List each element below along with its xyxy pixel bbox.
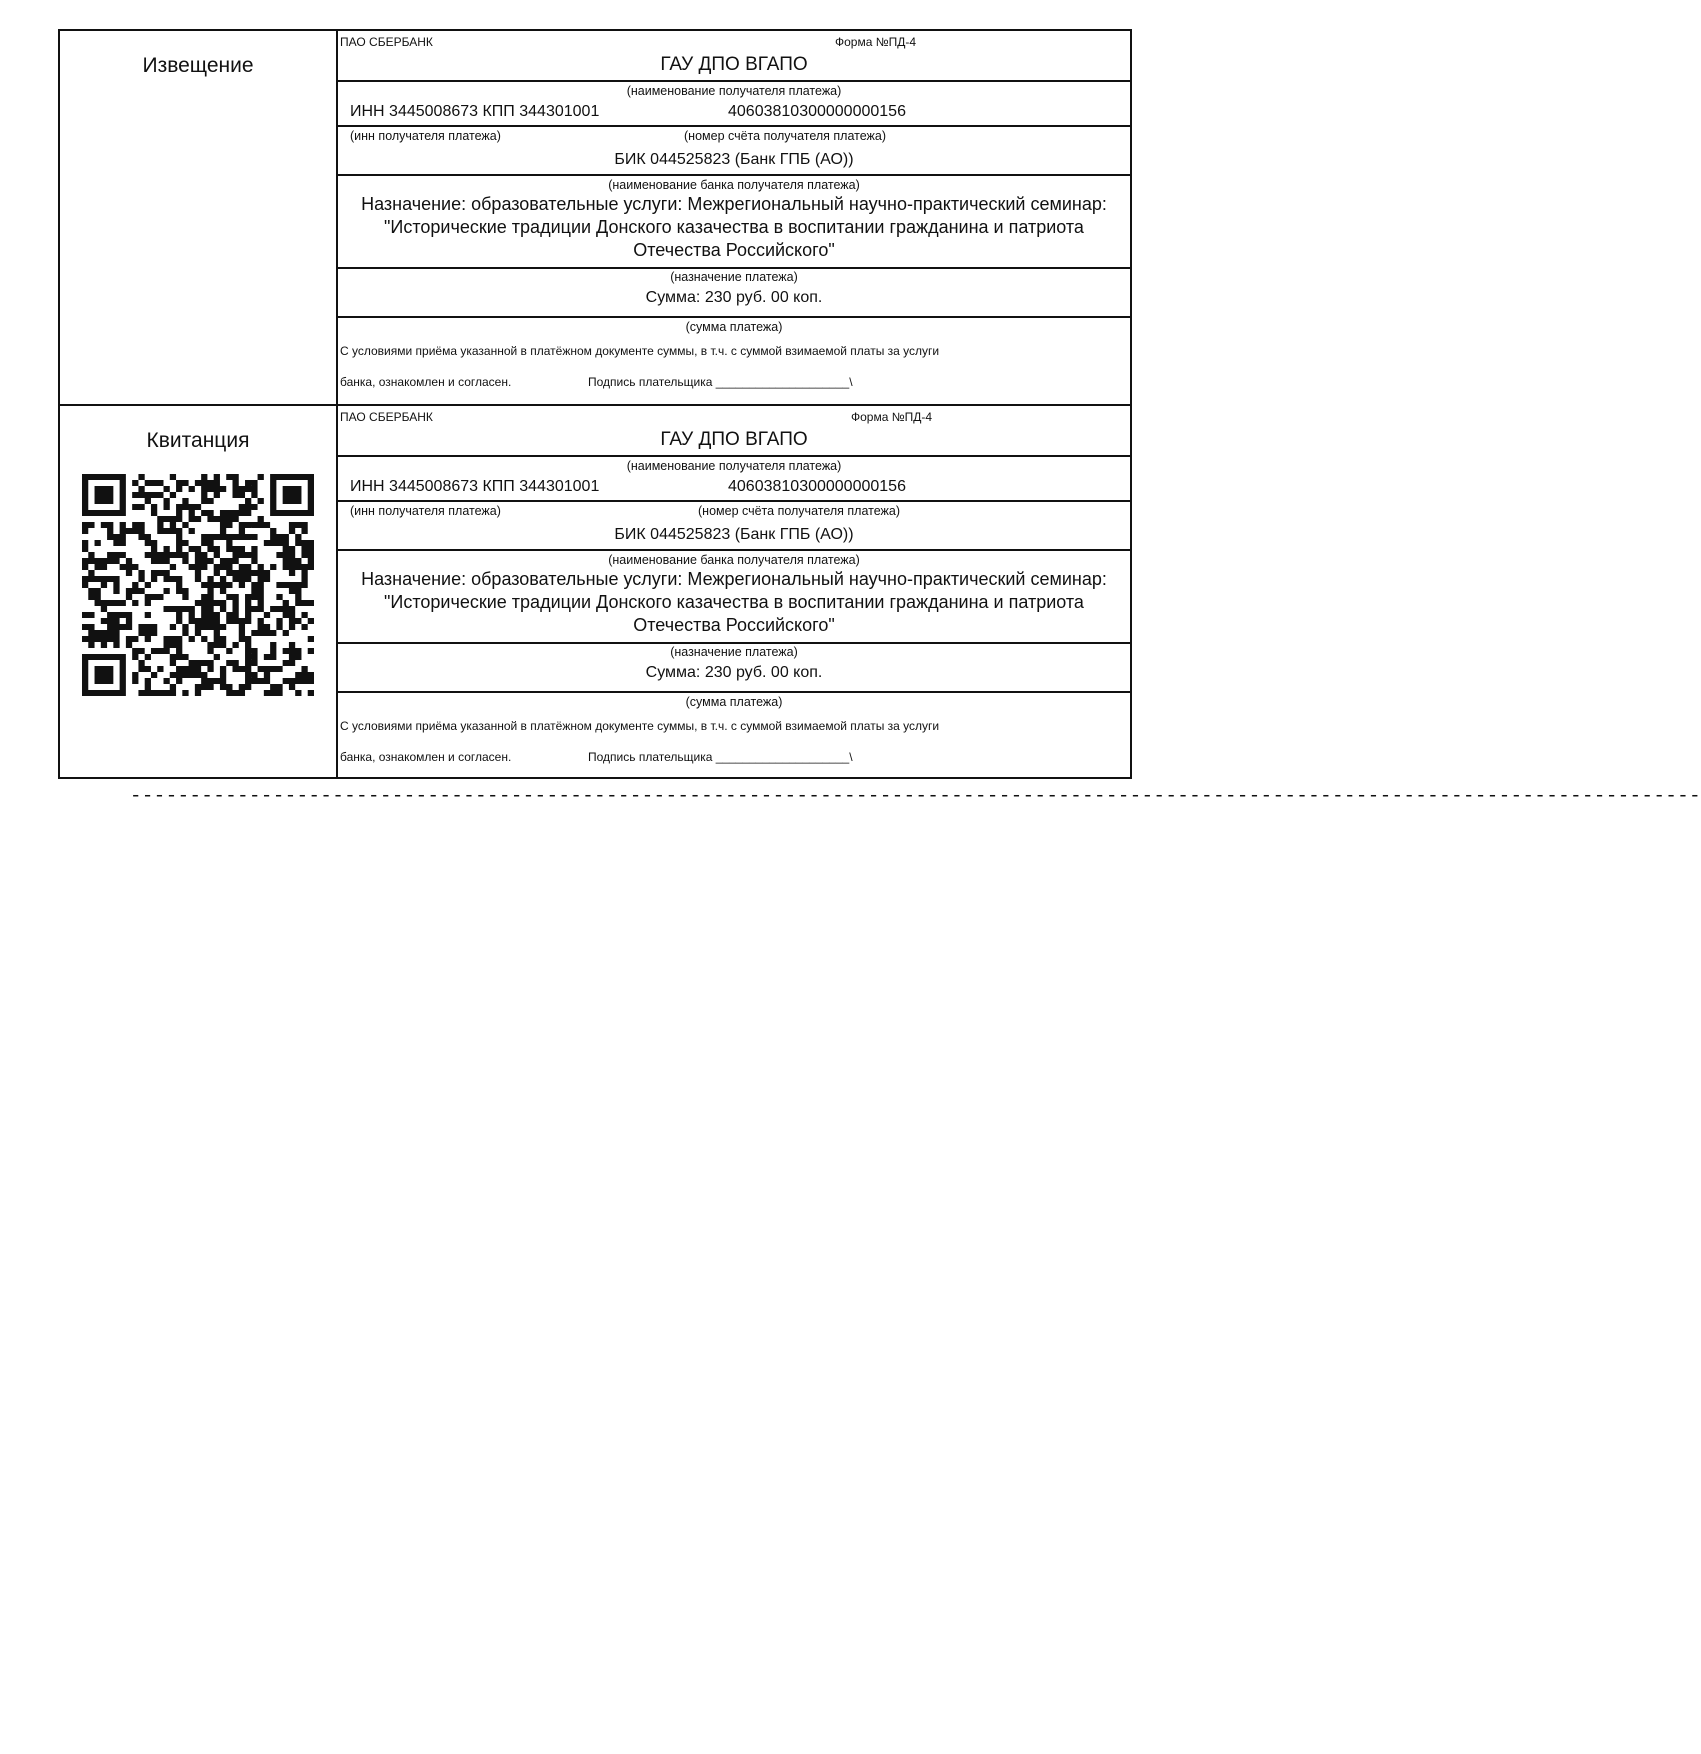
- bik-bank: БИК 044525823 (Банк ГПБ (АО)): [614, 151, 854, 168]
- account-caption: (номер счёта получателя платежа): [698, 504, 901, 518]
- bik-bank: БИК 044525823 (Банк ГПБ (АО)): [614, 526, 854, 543]
- payee-name: ГАУ ДПО ВГАПО: [660, 429, 808, 450]
- receipt-title: Квитанция: [146, 429, 250, 452]
- receipt-section: [60, 404, 1130, 777]
- purpose-caption: (назначение платежа): [670, 645, 798, 659]
- account-number: 40603810300000000156: [728, 103, 906, 120]
- inn-kpp: ИНН 3445008673 КПП 344301001: [350, 478, 600, 495]
- conditions-row: [338, 693, 1130, 777]
- bank-name: ПАО СБЕРБАНК: [340, 410, 433, 424]
- notice-title: Извещение: [142, 54, 254, 77]
- payee-name: ГАУ ДПО ВГАПО: [660, 54, 808, 75]
- bik-row: [338, 502, 1130, 551]
- inn-account-row: [338, 82, 1130, 127]
- payment-purpose: Назначение: образовательные услуги: Межрегиональный научно-практический семинар: "Исторические традиции Донского казачества в воспитании гражданина и патриота Отечества Российского": [361, 569, 1107, 635]
- payment-purpose: Назначение: образовательные услуги: Межрегиональный научно-практический семинар: "Исторические традиции Донского казачества в воспитании гражданина и патриота Отечества Российского": [361, 194, 1107, 260]
- sum-caption: (сумма платежа): [685, 695, 783, 709]
- inn-caption: (инн получателя платежа): [350, 504, 501, 518]
- form-number: Форма №ПД-4: [835, 35, 917, 49]
- notice-label-column: [60, 31, 338, 404]
- conditions-text: С условиями приёма указанной в платёжном документе суммы, в т.ч. с суммой взимаемой платы за услуги: [340, 344, 940, 358]
- inn-account-row: [338, 457, 1130, 502]
- cut-line: ------------------------------------------------------------------------------------------------------------------------------------: [130, 785, 1701, 807]
- bik-row: [338, 127, 1130, 176]
- payee-row: [338, 31, 1130, 82]
- payee-caption: (наименование получателя платежа): [626, 84, 842, 98]
- payment-form-pd4: [58, 29, 1132, 779]
- receipt-label-column: [60, 406, 338, 777]
- bank-caption: (наименование банка получателя платежа): [608, 178, 860, 192]
- sum-row: [338, 269, 1130, 318]
- signature-line: Подпись плательщика ____________________\: [588, 750, 853, 764]
- purpose-row: [338, 176, 1130, 269]
- account-number: 40603810300000000156: [728, 478, 906, 495]
- payee-caption: (наименование получателя платежа): [626, 459, 842, 473]
- form-number: Форма №ПД-4: [851, 410, 933, 424]
- bank-caption: (наименование банка получателя платежа): [608, 553, 860, 567]
- payment-sum: Сумма: 230 руб. 00 коп.: [645, 664, 823, 681]
- bank-name: ПАО СБЕРБАНК: [340, 35, 433, 49]
- notice-section: [60, 31, 1130, 404]
- conditions-text: С условиями приёма указанной в платёжном документе суммы, в т.ч. с суммой взимаемой платы за услуги: [340, 719, 940, 733]
- inn-kpp: ИНН 3445008673 КПП 344301001: [350, 103, 600, 120]
- payee-row: [338, 406, 1130, 457]
- receipt-details: [338, 406, 1130, 777]
- sum-caption: (сумма платежа): [685, 320, 783, 334]
- payment-sum: Сумма: 230 руб. 00 коп.: [645, 289, 823, 306]
- account-caption: (номер счёта получателя платежа): [684, 129, 887, 143]
- purpose-row: [338, 551, 1130, 644]
- inn-caption: (инн получателя платежа): [350, 129, 501, 143]
- conditions-row: [338, 318, 1130, 404]
- qr-code-icon: [82, 474, 314, 696]
- purpose-caption: (назначение платежа): [670, 270, 798, 284]
- agreement-text: банка, ознакомлен и согласен.: [340, 375, 512, 389]
- signature-line: Подпись плательщика ____________________\: [588, 375, 853, 389]
- sum-row: [338, 644, 1130, 693]
- notice-details: [338, 31, 1130, 404]
- agreement-text: банка, ознакомлен и согласен.: [340, 750, 512, 764]
